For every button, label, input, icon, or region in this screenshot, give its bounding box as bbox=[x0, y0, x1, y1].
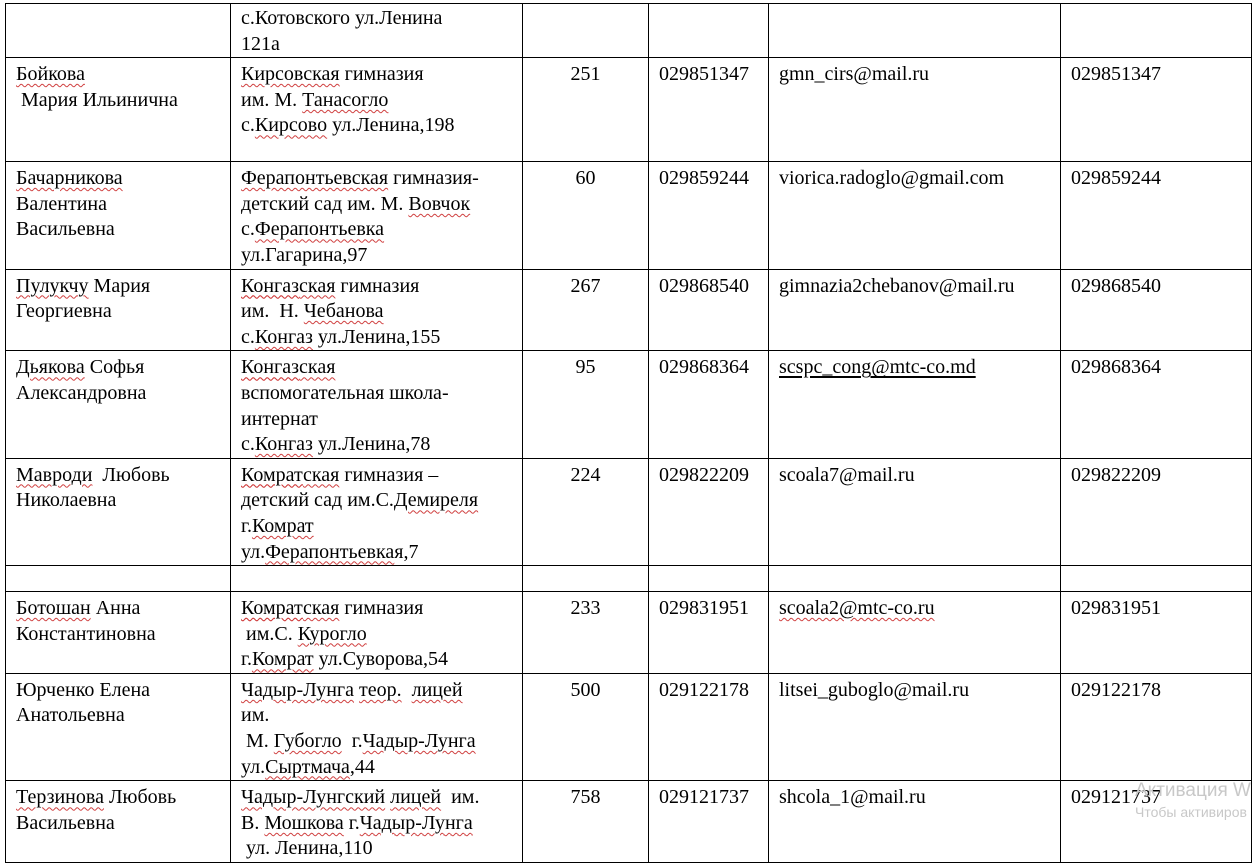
school-line: ул.Ферапонтьевкая,7 bbox=[241, 540, 419, 563]
phone2-cell bbox=[1061, 162, 1252, 269]
person-name-line: Анатольевна bbox=[16, 704, 125, 727]
person-name-line: Константиновна bbox=[16, 622, 156, 645]
school-line: с.Кирсово ул.Ленина,198 bbox=[241, 114, 455, 137]
person-name-line: Георгиевна bbox=[16, 300, 112, 323]
contacts-table bbox=[5, 3, 1252, 863]
name-cell bbox=[6, 269, 231, 351]
person-name-line: Юрченко Елена bbox=[16, 678, 151, 701]
school-cell bbox=[231, 458, 523, 565]
count-cell bbox=[523, 4, 649, 58]
count-cell bbox=[523, 458, 649, 565]
person-name-line: Бойкова bbox=[16, 63, 85, 86]
phone2-cell bbox=[1061, 351, 1252, 458]
name-cell bbox=[6, 592, 231, 674]
phone-number: 029859244 bbox=[659, 167, 749, 190]
school-line: Чадыр-Лунгский лицей им. bbox=[241, 786, 480, 809]
activation-watermark bbox=[1135, 780, 1251, 822]
count-cell bbox=[523, 351, 649, 458]
school-line: М. Губогло г.Чадыр-Лунга bbox=[241, 730, 476, 753]
school-line: г.Комрат bbox=[241, 514, 314, 537]
school-line: Комратская гимназия – bbox=[241, 463, 439, 486]
person-name-line: Мария Ильинична bbox=[16, 88, 178, 111]
student-count: 224 bbox=[570, 463, 601, 486]
name-cell bbox=[6, 351, 231, 458]
school-cell bbox=[231, 162, 523, 269]
school-line: Чадыр-Лунга теор. лицей bbox=[241, 678, 463, 701]
person-name-line: Валентина bbox=[16, 192, 107, 215]
address-line: 121а bbox=[241, 32, 280, 55]
table-row bbox=[6, 269, 1252, 351]
email-address[interactable]: gimnazia2chebanov@mail.ru bbox=[779, 274, 1015, 297]
table-row-empty bbox=[6, 566, 1252, 592]
school-line: с.Конгаз ул.Ленина,155 bbox=[241, 325, 441, 348]
phone-number-secondary: 029822209 bbox=[1071, 463, 1161, 486]
email-address[interactable]: scoala7@mail.ru bbox=[779, 463, 915, 486]
phone-number: 029822209 bbox=[659, 463, 749, 486]
phone-number: 029868364 bbox=[659, 356, 749, 379]
count-cell bbox=[523, 592, 649, 674]
table-row bbox=[6, 781, 1252, 863]
name-cell bbox=[6, 162, 231, 269]
email-address[interactable]: litsei_guboglo@mail.ru bbox=[779, 678, 970, 701]
student-count: 60 bbox=[575, 167, 596, 190]
name-cell bbox=[6, 781, 231, 863]
email-address[interactable]: gmn_cirs@mail.ru bbox=[779, 63, 930, 86]
count-cell bbox=[523, 58, 649, 162]
student-count: 233 bbox=[570, 597, 601, 620]
phone-cell bbox=[649, 58, 769, 162]
email-cell bbox=[769, 673, 1061, 780]
email-cell bbox=[769, 4, 1061, 58]
phone-number: 029851347 bbox=[659, 63, 749, 86]
phone2-cell bbox=[1061, 673, 1252, 780]
watermark-line-1: Активация W bbox=[1135, 780, 1251, 801]
email-address[interactable]: scspc_cong@mtc-co.md bbox=[779, 356, 976, 379]
phone-number: 029831951 bbox=[659, 597, 749, 620]
phone-cell bbox=[649, 673, 769, 780]
school-line: вспомогательная школа- bbox=[241, 381, 449, 404]
table-row bbox=[6, 458, 1252, 565]
address-line: с.Котовского ул.Ленина bbox=[241, 7, 443, 29]
table-row bbox=[6, 351, 1252, 458]
school-cell bbox=[231, 58, 523, 162]
person-name-line: Васильевна bbox=[16, 218, 115, 241]
school-line: им. Н. Чебанова bbox=[241, 300, 384, 323]
person-name-line: Ботошан Анна bbox=[16, 597, 141, 620]
empty-cell bbox=[6, 566, 231, 592]
name-cell bbox=[6, 458, 231, 565]
student-count: 267 bbox=[570, 274, 601, 297]
phone-number: 029121737 bbox=[659, 786, 749, 809]
person-name-line: Александровна bbox=[16, 381, 147, 404]
email-cell bbox=[769, 351, 1061, 458]
student-count: 758 bbox=[570, 786, 601, 809]
school-line: детский сад им. М. Вовчок bbox=[241, 192, 471, 215]
phone-number-secondary: 029122178 bbox=[1071, 678, 1161, 701]
school-cell bbox=[231, 673, 523, 780]
student-count: 251 bbox=[570, 63, 601, 86]
phone-number-secondary: 029868364 bbox=[1071, 356, 1161, 379]
empty-cell bbox=[769, 566, 1061, 592]
phone-cell bbox=[649, 351, 769, 458]
school-cell bbox=[231, 781, 523, 863]
student-count: 95 bbox=[575, 356, 596, 379]
school-line: им.С. Курогло bbox=[241, 622, 367, 645]
phone2-cell bbox=[1061, 592, 1252, 674]
count-cell bbox=[523, 781, 649, 863]
phone-cell bbox=[649, 4, 769, 58]
watermark-line-2: Чтобы активиров bbox=[1135, 804, 1247, 820]
school-cell bbox=[231, 4, 523, 58]
school-line: Конгазская bbox=[241, 356, 336, 379]
school-line: Ферапонтьевская гимназия- bbox=[241, 167, 479, 190]
table-row bbox=[6, 592, 1252, 674]
email-cell bbox=[769, 162, 1061, 269]
person-name-line: Бачарникова bbox=[16, 167, 123, 190]
school-line: им. bbox=[241, 704, 270, 727]
phone-number-secondary: 029831951 bbox=[1071, 597, 1161, 620]
table-row bbox=[6, 58, 1252, 162]
school-line: Комратская гимназия bbox=[241, 597, 424, 620]
table-row bbox=[6, 162, 1252, 269]
phone-number-secondary: 029868540 bbox=[1071, 274, 1161, 297]
phone-number: 029122178 bbox=[659, 678, 749, 701]
person-name-line: Николаевна bbox=[16, 489, 117, 512]
phone-number-secondary: 029121737 bbox=[1071, 786, 1161, 809]
phone2-cell bbox=[1061, 269, 1252, 351]
school-line: ул. Ленина,110 bbox=[241, 837, 373, 860]
email-cell bbox=[769, 58, 1061, 162]
email-cell bbox=[769, 458, 1061, 565]
empty-cell bbox=[231, 566, 523, 592]
empty-cell bbox=[649, 566, 769, 592]
email-address[interactable]: shcola_1@mail.ru bbox=[779, 786, 926, 809]
school-line: им. М. Танасогло bbox=[241, 88, 389, 111]
school-line: Конгазская гимназия bbox=[241, 274, 420, 297]
phone-cell bbox=[649, 269, 769, 351]
school-line: Кирсовская гимназия bbox=[241, 63, 424, 86]
count-cell bbox=[523, 269, 649, 351]
school-line: ул.Гагарина,97 bbox=[241, 243, 368, 266]
school-cell bbox=[231, 592, 523, 674]
name-cell bbox=[6, 4, 231, 58]
school-line: В. Мошкова г.Чадыр-Лунга bbox=[241, 811, 473, 834]
empty-cell bbox=[1061, 566, 1252, 592]
email-address[interactable]: viorica.radoglo@gmail.com bbox=[779, 167, 1005, 190]
table-row bbox=[6, 673, 1252, 780]
school-cell bbox=[231, 269, 523, 351]
phone-number-secondary: 029851347 bbox=[1071, 63, 1161, 86]
phone-number-secondary: 029859244 bbox=[1071, 167, 1161, 190]
student-count: 500 bbox=[570, 678, 601, 701]
count-cell bbox=[523, 162, 649, 269]
school-line: интернат bbox=[241, 407, 318, 430]
phone-cell bbox=[649, 781, 769, 863]
table-row-continued bbox=[6, 4, 1252, 58]
phone2-cell bbox=[1061, 58, 1252, 162]
school-line: с.Конгаз ул.Ленина,78 bbox=[241, 433, 431, 456]
school-line: ул.Сыртмача,44 bbox=[241, 755, 375, 778]
person-name-line: Мавроди Любовь bbox=[16, 463, 170, 486]
person-name-line: Терзинова Любовь bbox=[16, 786, 177, 809]
email-address[interactable]: scoala2@mtc-co.ru bbox=[779, 597, 935, 620]
phone-cell bbox=[649, 162, 769, 269]
phone2-cell bbox=[1061, 4, 1252, 58]
phone-cell bbox=[649, 592, 769, 674]
email-cell bbox=[769, 592, 1061, 674]
person-name-line: Васильевна bbox=[16, 811, 115, 834]
name-cell bbox=[6, 58, 231, 162]
email-cell bbox=[769, 269, 1061, 351]
name-cell bbox=[6, 673, 231, 780]
count-cell bbox=[523, 673, 649, 780]
person-name-line: Пулукчу Мария bbox=[16, 274, 151, 297]
phone-number: 029868540 bbox=[659, 274, 749, 297]
phone2-cell bbox=[1061, 458, 1252, 565]
email-cell bbox=[769, 781, 1061, 863]
school-line: с.Ферапонтьевка bbox=[241, 218, 385, 241]
school-line: детский сад им.С.Демиреля bbox=[241, 489, 479, 512]
phone-cell bbox=[649, 458, 769, 565]
empty-cell bbox=[523, 566, 649, 592]
person-name-line: Дьякова Софья bbox=[16, 356, 145, 379]
school-cell bbox=[231, 351, 523, 458]
school-line: г.Комрат ул.Суворова,54 bbox=[241, 648, 448, 671]
